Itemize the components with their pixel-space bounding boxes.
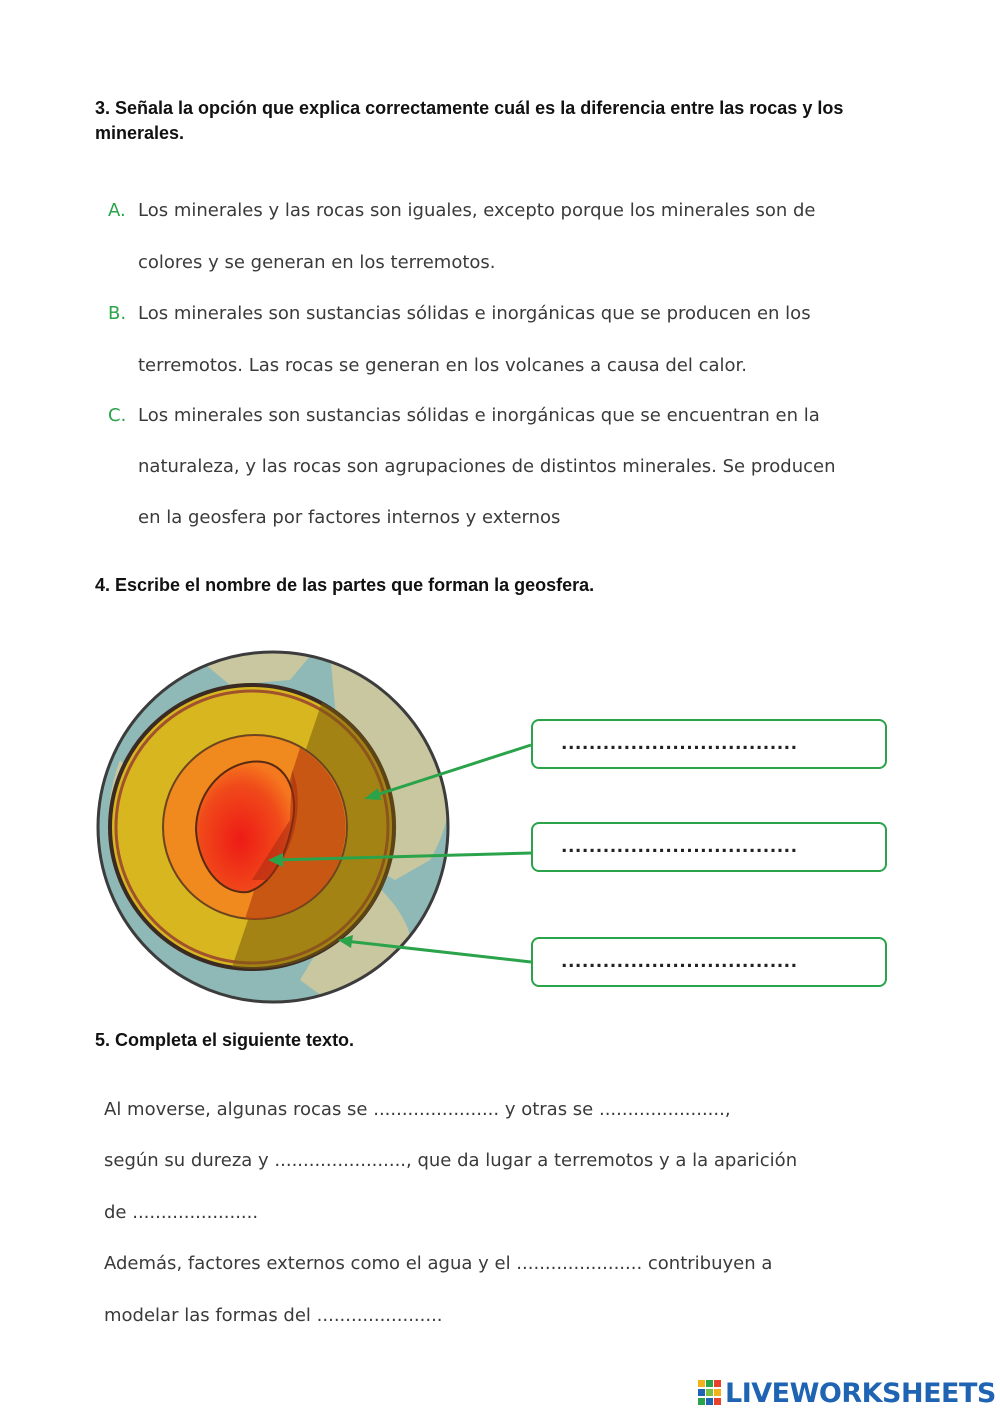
liveworksheets-icon bbox=[698, 1380, 722, 1406]
label-box-1[interactable] bbox=[531, 719, 887, 769]
pointer-arrows bbox=[275, 745, 531, 962]
question-5-title: 5. Completa el siguiente texto. bbox=[95, 1030, 355, 1050]
arrow-head-2 bbox=[268, 853, 283, 867]
option-a-line-1: Los minerales y las rocas son iguales, excepto porque los minerales son de bbox=[138, 200, 816, 221]
fill-text-line-5[interactable]: modelar las formas del ...................... bbox=[104, 1305, 443, 1326]
inner-core-layer bbox=[196, 761, 298, 892]
option-c-letter: C. bbox=[108, 405, 127, 426]
liveworksheets-logo bbox=[698, 1378, 996, 1408]
fill-text-line-2[interactable]: según su dureza y ......................., que da lugar a terremotos y a la aparición bbox=[104, 1150, 798, 1171]
outer-core-layer bbox=[163, 735, 347, 919]
option-b-line-2: terremotos. Las rocas se generan en los volcanes a causa del calor. bbox=[138, 355, 747, 376]
label-blank-3[interactable]: .................................. bbox=[561, 952, 798, 972]
earth-surface bbox=[98, 652, 452, 1002]
fill-text-line-1[interactable]: Al moverse, algunas rocas se ...................... y otras se ......................, bbox=[104, 1099, 731, 1120]
option-c-line-3: en la geosfera por factores internos y externos bbox=[138, 507, 561, 528]
mantle-layer bbox=[110, 685, 396, 969]
option-c-line-1: Los minerales son sustancias sólidas e inorgánicas que se encuentran en la bbox=[138, 405, 820, 426]
option-b-letter: B. bbox=[108, 303, 127, 324]
option-c-line-2: naturaleza, y las rocas son agrupaciones de distintos minerales. Se producen bbox=[138, 456, 836, 477]
option-a-letter: A. bbox=[108, 200, 126, 221]
question-4-title: 4. Escribe el nombre de las partes que forman la geosfera. bbox=[95, 575, 595, 595]
arrow-head-3 bbox=[338, 935, 353, 948]
option-a-line-2: colores y se generan en los terremotos. bbox=[138, 252, 496, 273]
label-blank-1[interactable]: .................................. bbox=[561, 734, 798, 754]
label-box-2[interactable] bbox=[531, 822, 887, 872]
question-3-title: 3. Señala la opción que explica correctamente cuál es la diferencia entre las rocas y los minerales. bbox=[95, 98, 844, 143]
label-box-3[interactable] bbox=[531, 937, 887, 987]
fill-text-line-3[interactable]: de ...................... bbox=[104, 1202, 259, 1223]
fill-text-line-4[interactable]: Además, factores externos como el agua y el ...................... contribuyen a bbox=[104, 1253, 773, 1274]
label-blank-2[interactable]: .................................. bbox=[561, 837, 798, 857]
arrow-head-1 bbox=[364, 788, 381, 800]
brand-name: LIVEWORKSHEETS bbox=[725, 1377, 996, 1409]
option-b-line-1: Los minerales son sustancias sólidas e inorgánicas que se producen en los bbox=[138, 303, 811, 324]
